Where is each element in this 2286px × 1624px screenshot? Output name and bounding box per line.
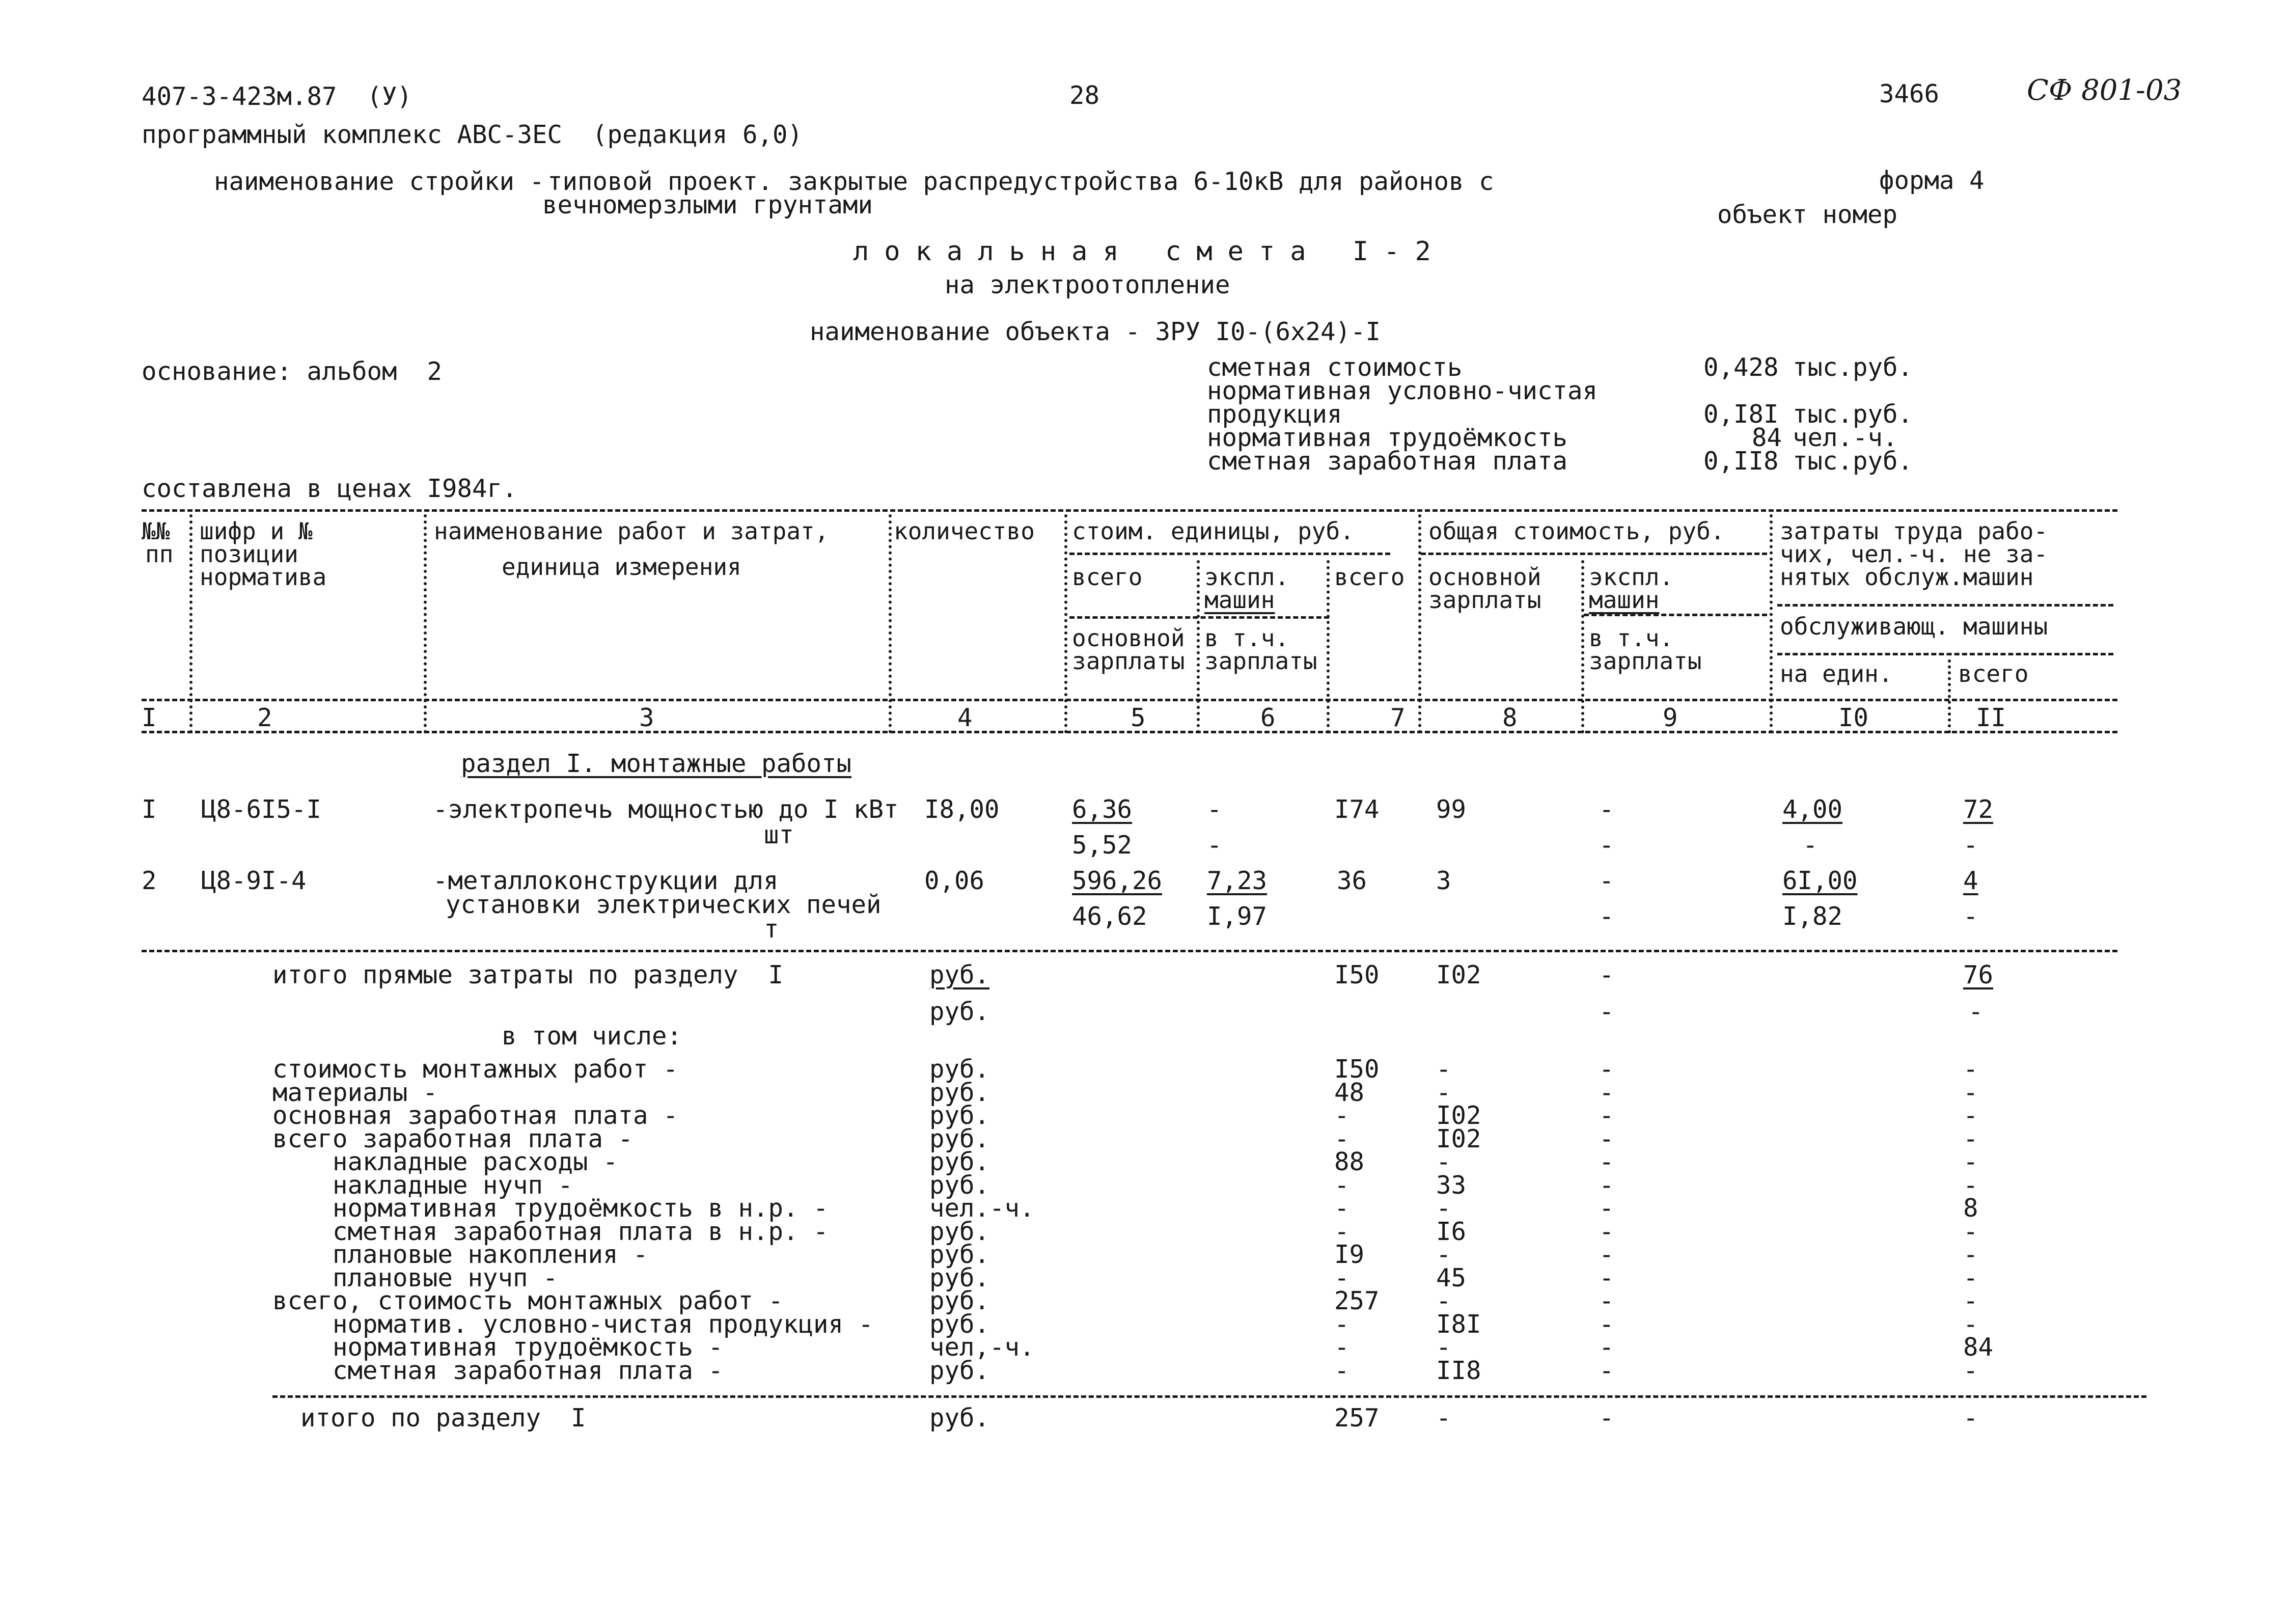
col-header-total-mach: экспл. bbox=[1589, 563, 1674, 591]
breakdown-label: сметная заработная плата в н.р. - bbox=[333, 1217, 829, 1246]
item-unit-mach: 7,23 bbox=[1207, 866, 1268, 895]
breakdown-label: стоимость монтажных работ - bbox=[272, 1055, 678, 1084]
mach-subrule bbox=[1584, 614, 1767, 616]
col-number: 8 bbox=[1502, 703, 1518, 732]
item-qty: 0,06 bbox=[924, 866, 985, 895]
direct-costs-labor-2: - bbox=[1968, 997, 1984, 1026]
breakdown-col11: - bbox=[1963, 1055, 1978, 1084]
direct-costs-wage: I02 bbox=[1436, 960, 1481, 989]
item-total: 36 bbox=[1337, 866, 1367, 895]
summary-value: 0,I8I bbox=[1703, 400, 1779, 429]
item-number: 2 bbox=[142, 866, 157, 895]
breakdown-col7: 48 bbox=[1334, 1078, 1365, 1107]
construction-line1: типовой проект. закрытые распредустройства 6-10кВ для районов с bbox=[547, 167, 1494, 196]
breakdown-unit: руб. bbox=[929, 1240, 990, 1269]
breakdown-col9: - bbox=[1599, 1310, 1614, 1339]
item-unit-total: 6,36 bbox=[1072, 795, 1133, 824]
col-header-unit-mach: машин bbox=[1204, 586, 1275, 614]
breakdown-unit: руб. bbox=[929, 1310, 990, 1339]
breakdown-col8: - bbox=[1436, 1194, 1451, 1223]
breakdown-bottom-rule bbox=[272, 1395, 2146, 1398]
breakdown-col7: - bbox=[1334, 1356, 1349, 1385]
breakdown-col7: - bbox=[1334, 1171, 1349, 1200]
breakdown-col11: - bbox=[1963, 1124, 1978, 1153]
breakdown-col8: - bbox=[1436, 1286, 1451, 1315]
direct-costs-unit: руб. bbox=[929, 960, 990, 989]
item-total-wage: 99 bbox=[1436, 795, 1467, 824]
price-year: составлена в ценах I984г. bbox=[142, 474, 517, 503]
breakdown-label: норматив. условно-чистая продукция - bbox=[333, 1310, 874, 1339]
item-total: I74 bbox=[1334, 795, 1380, 824]
direct-costs-total: I50 bbox=[1334, 960, 1380, 989]
col-header-total-mach: машин bbox=[1589, 586, 1660, 614]
section-total-label: итого по разделу I bbox=[300, 1403, 586, 1433]
breakdown-col8: - bbox=[1436, 1147, 1451, 1176]
item-labor-total: 72 bbox=[1963, 795, 1994, 824]
col-header-code: норматива bbox=[200, 563, 327, 591]
object-number-label: объект номер bbox=[1717, 200, 1898, 229]
col-header-num: пп bbox=[145, 540, 174, 568]
breakdown-col7: I50 bbox=[1334, 1055, 1380, 1084]
section-total-wage: - bbox=[1436, 1403, 1451, 1433]
breakdown-label: плановые нучп - bbox=[333, 1263, 558, 1292]
col-header-name: единица измерения bbox=[502, 553, 741, 581]
col-header-code: позиции bbox=[200, 540, 298, 568]
breakdown-unit: руб. bbox=[929, 1356, 990, 1385]
summary-unit: тыс.руб. bbox=[1793, 400, 1913, 429]
section-total-sum: 257 bbox=[1334, 1403, 1380, 1433]
breakdown-label: плановые накопления - bbox=[333, 1240, 648, 1269]
breakdown-unit: руб. bbox=[929, 1263, 990, 1292]
col-header-per-unit: на един. bbox=[1780, 660, 1893, 687]
item-code: Ц8-6I5-I bbox=[201, 795, 322, 824]
total-cost-rule bbox=[1421, 553, 1767, 555]
breakdown-col9: - bbox=[1599, 1147, 1614, 1176]
col-header-code: шифр и № bbox=[200, 517, 313, 545]
breakdown-col11: - bbox=[1963, 1147, 1978, 1176]
construction-label: наименование стройки - bbox=[214, 167, 545, 196]
item-unit-wage: 5,52 bbox=[1072, 831, 1133, 860]
breakdown-col8: - bbox=[1436, 1055, 1451, 1084]
breakdown-col8: I02 bbox=[1436, 1101, 1481, 1130]
col-separator bbox=[889, 514, 892, 733]
item-labor-unit: 6I,00 bbox=[1782, 866, 1858, 895]
breakdown-col7: 88 bbox=[1334, 1147, 1365, 1176]
direct-costs-unit-2: руб. bbox=[929, 997, 990, 1026]
item-unit: т bbox=[764, 915, 779, 944]
breakdown-col9: - bbox=[1599, 1217, 1614, 1246]
breakdown-col8: I02 bbox=[1436, 1124, 1481, 1153]
item-unit: шт bbox=[764, 820, 794, 849]
breakdown-unit: чел,-ч. bbox=[929, 1333, 1035, 1362]
breakdown-label: сметная заработная плата - bbox=[333, 1356, 724, 1385]
col-header-qty: количество bbox=[894, 517, 1035, 545]
item-name: -металлоконструкции для bbox=[433, 866, 779, 895]
col-number: II bbox=[1976, 703, 2006, 732]
including-label: в том числе: bbox=[502, 1022, 682, 1051]
col-separator bbox=[1581, 560, 1584, 733]
breakdown-unit: руб. bbox=[929, 1171, 990, 1200]
col-number: 4 bbox=[957, 703, 973, 732]
numbers-bottom-rule bbox=[142, 731, 2117, 733]
item-unit-wage: 46,62 bbox=[1072, 902, 1147, 931]
col-number: I0 bbox=[1838, 703, 1869, 732]
col-header-service: обслуживающ. машины bbox=[1780, 613, 2048, 640]
object-name: наименование объекта - ЗРУ I0-(6х24)-I bbox=[810, 317, 1381, 346]
breakdown-col7: - bbox=[1334, 1101, 1349, 1130]
breakdown-col9: - bbox=[1599, 1101, 1614, 1130]
estimate-subtitle: на электроотопление bbox=[945, 270, 1230, 299]
item-number: I bbox=[142, 795, 157, 824]
item-total-wage: 3 bbox=[1436, 866, 1451, 895]
col-separator bbox=[189, 514, 192, 733]
breakdown-unit: руб. bbox=[929, 1286, 990, 1315]
col-header-total: всего bbox=[1958, 660, 2029, 687]
summary-value: 0,428 bbox=[1703, 353, 1779, 382]
breakdown-col9: - bbox=[1599, 1263, 1614, 1292]
breakdown-col9: - bbox=[1599, 1240, 1614, 1269]
breakdown-col11: - bbox=[1963, 1310, 1978, 1339]
breakdown-col11: - bbox=[1963, 1240, 1978, 1269]
summary-label: сметная стоимость bbox=[1207, 353, 1463, 382]
breakdown-col11: - bbox=[1963, 1217, 1978, 1246]
sheet-number: 3466 bbox=[1879, 79, 1940, 108]
col-header-unit-wage: зарплаты bbox=[1072, 647, 1185, 675]
breakdown-unit: руб. bbox=[929, 1217, 990, 1246]
col-header-total-sum: всего bbox=[1334, 563, 1405, 591]
col-header-total-wage: зарплаты bbox=[1428, 586, 1541, 614]
col-header-unit-mach-wage: зарплаты bbox=[1204, 647, 1317, 675]
breakdown-col8: 45 bbox=[1436, 1263, 1467, 1292]
direct-costs-mach: - bbox=[1599, 960, 1614, 989]
breakdown-unit: руб. bbox=[929, 1101, 990, 1130]
col-header-total-cost: общая стоимость, руб. bbox=[1428, 517, 1725, 545]
item-total-mach: - bbox=[1599, 866, 1614, 895]
col-header-unit-wage: основной bbox=[1072, 624, 1185, 652]
item-name: -электропечь мощностью до I кВт bbox=[433, 795, 899, 824]
breakdown-col8: - bbox=[1436, 1240, 1451, 1269]
item-labor-total-2: - bbox=[1963, 831, 1978, 860]
labor-rule bbox=[1777, 604, 2113, 607]
item-labor-total-2: - bbox=[1963, 902, 1978, 931]
breakdown-col9: - bbox=[1599, 1055, 1614, 1084]
col-separator bbox=[1948, 659, 1951, 733]
breakdown-col7: - bbox=[1334, 1310, 1349, 1339]
breakdown-col7: - bbox=[1334, 1217, 1349, 1246]
col-number: I bbox=[142, 703, 157, 732]
item-qty: I8,00 bbox=[924, 795, 1000, 824]
item-unit-total: 596,26 bbox=[1072, 866, 1163, 895]
breakdown-col7: - bbox=[1334, 1263, 1349, 1292]
summary-label: продукция bbox=[1207, 400, 1342, 429]
unit-cost-rule bbox=[1069, 553, 1390, 555]
item-total-mach: - bbox=[1599, 795, 1614, 824]
col-separator bbox=[1064, 514, 1067, 733]
item-code: Ц8-9I-4 bbox=[201, 866, 307, 895]
breakdown-col11: - bbox=[1963, 1263, 1978, 1292]
breakdown-label: накладные расходы - bbox=[333, 1147, 618, 1176]
software-name: программный комплекс АВС-3ЕС (редакция 6,0) bbox=[142, 120, 803, 149]
breakdown-col7: I9 bbox=[1334, 1240, 1365, 1269]
breakdown-col8: - bbox=[1436, 1078, 1451, 1107]
col-number: 6 bbox=[1260, 703, 1276, 732]
breakdown-col9: - bbox=[1599, 1356, 1614, 1385]
breakdown-col8: I8I bbox=[1436, 1310, 1481, 1339]
breakdown-col11: 8 bbox=[1963, 1194, 1978, 1223]
breakdown-col11: 84 bbox=[1963, 1333, 1994, 1362]
item-unit-mach-wage: - bbox=[1207, 831, 1222, 860]
breakdown-col8: I6 bbox=[1436, 1217, 1467, 1246]
breakdown-unit: чел.-ч. bbox=[929, 1194, 1035, 1223]
direct-costs-mach-2: - bbox=[1599, 997, 1614, 1026]
section-title: раздел I. монтажные работы bbox=[461, 749, 852, 778]
breakdown-unit: руб. bbox=[929, 1055, 990, 1084]
col-header-labor: затраты труда рабо- bbox=[1780, 517, 2048, 545]
handwritten-note: СФ 801-03 bbox=[2027, 74, 2182, 107]
col-header-total-mach-wage: в т.ч. bbox=[1589, 624, 1674, 652]
breakdown-label: основная заработная плата - bbox=[272, 1101, 678, 1130]
col-header-total-mach-wage: зарплаты bbox=[1589, 647, 1702, 675]
col-header-unit-mach: экспл. bbox=[1204, 563, 1289, 591]
breakdown-col8: II8 bbox=[1436, 1356, 1481, 1385]
breakdown-col7: 257 bbox=[1334, 1286, 1380, 1315]
breakdown-label: накладные нучп - bbox=[333, 1171, 573, 1200]
breakdown-unit: руб. bbox=[929, 1147, 990, 1176]
basis: основание: альбом 2 bbox=[142, 357, 443, 386]
breakdown-label: нормативная трудоёмкость - bbox=[333, 1333, 724, 1362]
direct-costs-labor: 76 bbox=[1963, 960, 1994, 989]
col-separator bbox=[1418, 514, 1421, 733]
col-header-labor: чих, чел.-ч. не за- bbox=[1780, 540, 2048, 568]
col-number: 3 bbox=[639, 703, 654, 732]
breakdown-col11: - bbox=[1963, 1101, 1978, 1130]
breakdown-col9: - bbox=[1599, 1333, 1614, 1362]
summary-unit: чел.-ч. bbox=[1793, 423, 1898, 452]
summary-value: 0,II8 bbox=[1703, 447, 1779, 476]
col-header-labor: нятых обслуж.машин bbox=[1780, 563, 2034, 591]
table-top-rule bbox=[142, 509, 2117, 512]
item-labor-unit-2: - bbox=[1803, 831, 1818, 860]
item-labor-unit-2: I,82 bbox=[1782, 902, 1843, 931]
section-total-mach: - bbox=[1599, 1403, 1614, 1433]
summary-label: нормативная трудоёмкость bbox=[1207, 423, 1568, 452]
section-total-labor: - bbox=[1963, 1403, 1978, 1433]
col-number: 5 bbox=[1131, 703, 1146, 732]
breakdown-label: всего, стоимость монтажных работ - bbox=[272, 1286, 784, 1315]
breakdown-col11: - bbox=[1963, 1171, 1978, 1200]
doc-code: 407-3-423м.87 (У) bbox=[142, 82, 412, 111]
col-separator bbox=[1770, 514, 1773, 733]
summary-unit: тыс.руб. bbox=[1793, 447, 1913, 476]
section-total-unit: руб. bbox=[929, 1403, 990, 1433]
item-total-mach-wage: - bbox=[1599, 831, 1614, 860]
breakdown-label: всего заработная плата - bbox=[272, 1124, 634, 1153]
breakdown-col7: - bbox=[1334, 1333, 1349, 1362]
breakdown-col8: - bbox=[1436, 1333, 1451, 1362]
breakdown-col9: - bbox=[1599, 1286, 1614, 1315]
breakdown-col7: - bbox=[1334, 1124, 1349, 1153]
items-bottom-rule bbox=[142, 950, 2117, 952]
breakdown-unit: руб. bbox=[929, 1124, 990, 1153]
col-separator bbox=[1327, 560, 1330, 733]
breakdown-col9: - bbox=[1599, 1078, 1614, 1107]
item-total-mach-wage: - bbox=[1599, 902, 1614, 931]
direct-costs-label: итого прямые затраты по разделу I bbox=[272, 960, 784, 989]
breakdown-label: материалы - bbox=[272, 1078, 438, 1107]
breakdown-col9: - bbox=[1599, 1124, 1614, 1153]
breakdown-label: нормативная трудоёмкость в н.р. - bbox=[333, 1194, 829, 1223]
form-label: форма 4 bbox=[1879, 166, 1985, 195]
col-separator bbox=[424, 514, 427, 733]
estimate-title: локальная смета I-2 bbox=[853, 236, 1446, 267]
header-bottom-rule bbox=[142, 699, 2117, 701]
breakdown-col11: - bbox=[1963, 1078, 1978, 1107]
breakdown-col9: - bbox=[1599, 1194, 1614, 1223]
col-number: 2 bbox=[257, 703, 272, 732]
col-header-num: №№ bbox=[142, 517, 170, 545]
breakdown-col11: - bbox=[1963, 1286, 1978, 1315]
breakdown-col7: - bbox=[1334, 1194, 1349, 1223]
breakdown-col9: - bbox=[1599, 1171, 1614, 1200]
item-unit-mach: - bbox=[1207, 795, 1222, 824]
breakdown-col8: 33 bbox=[1436, 1171, 1467, 1200]
summary-value: 84 bbox=[1752, 423, 1782, 452]
construction-line2: вечномерзлыми грунтами bbox=[542, 190, 873, 219]
col-header-total-wage: основной bbox=[1428, 563, 1541, 591]
col-number: 7 bbox=[1390, 703, 1406, 732]
col-header-name: наименование работ и затрат, bbox=[434, 517, 829, 545]
labor-subrule bbox=[1777, 653, 2113, 655]
summary-unit: тыс.руб. bbox=[1793, 353, 1913, 382]
col-header-unit-cost: стоим. единицы, руб. bbox=[1072, 517, 1354, 545]
item-name: установки электрических печей bbox=[446, 890, 882, 919]
breakdown-unit: руб. bbox=[929, 1078, 990, 1107]
summary-label: сметная заработная плата bbox=[1207, 447, 1568, 476]
item-labor-total: 4 bbox=[1963, 866, 1978, 895]
item-unit-mach-wage: I,97 bbox=[1207, 902, 1268, 931]
item-labor-unit: 4,00 bbox=[1782, 795, 1843, 824]
col-header-unit-total: всего bbox=[1072, 563, 1143, 591]
breakdown-col11: - bbox=[1963, 1356, 1978, 1385]
col-number: 9 bbox=[1663, 703, 1678, 732]
col-header-unit-mach-wage: в т.ч. bbox=[1204, 624, 1289, 652]
summary-label: нормативная условно-чистая bbox=[1207, 376, 1598, 405]
col-separator bbox=[1197, 560, 1200, 733]
page-number: 28 bbox=[1069, 81, 1100, 110]
